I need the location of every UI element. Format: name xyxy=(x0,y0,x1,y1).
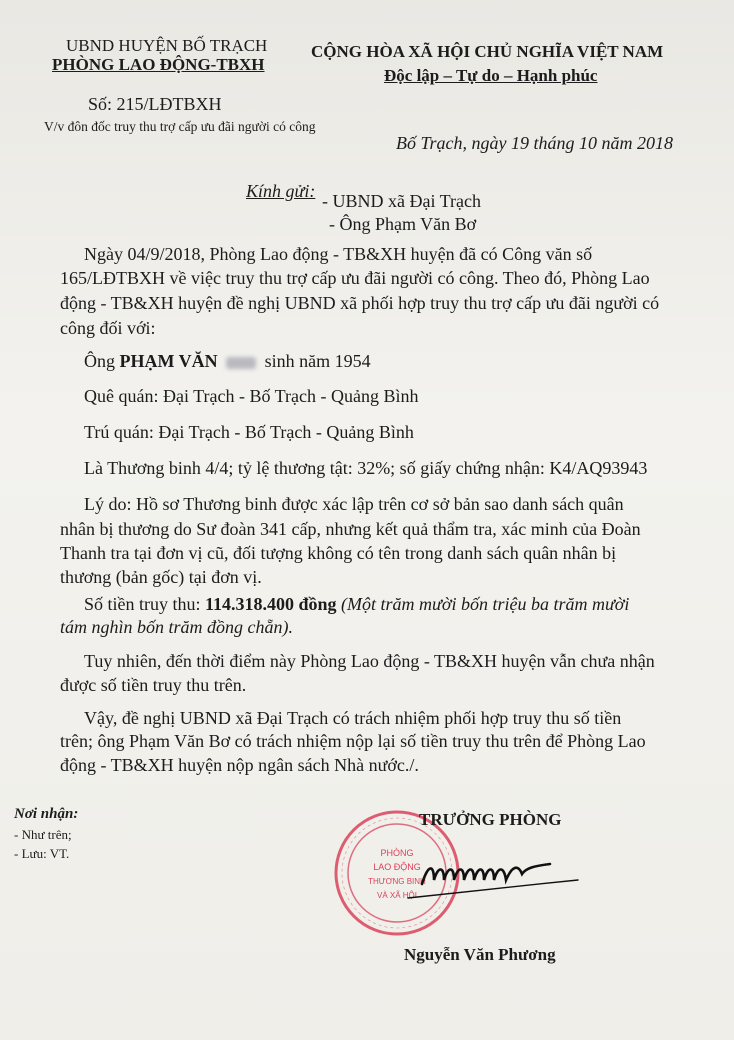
reason-line4: thương (bản gốc) tại đơn vị. xyxy=(60,567,262,587)
amount-label: Số tiền truy thu: xyxy=(84,594,201,614)
recipients-label: Kính gửi: xyxy=(246,181,316,201)
body-p3-line1: Tuy nhiên, đến thời điểm này Phòng Lao động - TB&XH huyện vẫn chưa nhận xyxy=(84,651,655,671)
amount-words-1: (Một trăm mười bốn triệu ba trăm mười xyxy=(341,594,630,614)
residence-line: Trú quán: Đại Trạch - Bố Trạch - Quảng Bình xyxy=(84,422,414,442)
reason-line2: nhân bị thương do Sư đoàn 341 cấp, nhưng kết quả thẩm tra, xác minh của Đoàn xyxy=(60,519,641,539)
receivers-label: Nơi nhận: xyxy=(14,806,79,822)
document-subject: V/v đôn đốc truy thu trợ cấp ưu đãi người có công xyxy=(44,119,316,134)
motto: Độc lập – Tự do – Hạnh phúc xyxy=(384,66,598,85)
stamp-line-1: PHÒNG xyxy=(380,848,414,858)
status-line: Là Thương binh 4/4; tỷ lệ thương tật: 32%; số giấy chứng nhận: K4/AQ93943 xyxy=(84,458,648,478)
reason-line1: Lý do: Hồ sơ Thương binh được xác lập trên cơ sở bản sao danh sách quân xyxy=(84,494,624,514)
body-p4-line3: động - TB&XH huyện nộp ngân sách Nhà nước./. xyxy=(60,755,419,775)
place-date: Bố Trạch, ngày 19 tháng 10 năm 2018 xyxy=(396,133,673,153)
body-p1-line4: công đối với: xyxy=(60,318,156,338)
stamp-line-4: VÀ XÃ HỘI xyxy=(376,891,418,900)
signer-title: TRƯỞNG PHÒNG xyxy=(419,810,562,829)
body-p1-line3: động - TB&XH huyện đề nghị UBND xã phối hợp truy thu trợ cấp ưu đãi người có xyxy=(60,293,660,313)
receiver-2: - Lưu: VT. xyxy=(14,846,70,861)
stamp-line-3: THƯƠNG BINH xyxy=(368,877,426,886)
stamp-line-2: LAO ĐỘNG xyxy=(373,862,421,872)
person-prefix: Ông xyxy=(84,351,115,371)
handwritten-signature xyxy=(400,846,580,904)
country-name: CỘNG HÒA XÃ HỘI CHỦ NGHĨA VIỆT NAM xyxy=(311,42,664,61)
redacted-name-mark xyxy=(226,357,256,369)
body-p3-line2: được số tiền truy thu trên. xyxy=(60,675,247,695)
amount-words-2: tám nghìn bốn trăm đồng chẵn). xyxy=(60,617,293,637)
signer-name: Nguyễn Văn Phương xyxy=(404,945,556,964)
document-number: Số: 215/LĐTBXH xyxy=(88,94,222,114)
body-p1-line1: Ngày 04/9/2018, Phòng Lao động - TB&XH huyện đã có Công văn số xyxy=(84,244,593,264)
agency-line-2: PHÒNG LAO ĐỘNG-TBXH xyxy=(52,55,265,74)
reason-line3: Thanh tra tại đơn vị cũ, đối tượng không có tên trong danh sách quân nhân bị xyxy=(60,543,617,563)
recipient-1: - UBND xã Đại Trạch xyxy=(322,191,481,211)
receiver-1: - Như trên; xyxy=(14,827,72,842)
person-birth: sinh năm 1954 xyxy=(264,351,371,371)
recipient-2: - Ông Phạm Văn Bơ xyxy=(329,214,477,234)
person-name: PHẠM VĂN xyxy=(119,351,218,371)
body-p4-line2: trên; ông Phạm Văn Bơ có trách nhiệm nộp lại số tiền truy thu trên để Phòng Lao xyxy=(60,731,646,751)
body-p1-line2: 165/LĐTBXH về việc truy thu trợ cấp ưu đãi người có công. Theo đó, Phòng Lao xyxy=(60,268,650,288)
hometown-line: Quê quán: Đại Trạch - Bố Trạch - Quảng Bình xyxy=(84,386,419,406)
amount-value: 114.318.400 đồng xyxy=(205,594,337,614)
amount-line xyxy=(84,594,629,615)
body-p4-line1: Vậy, đề nghị UBND xã Đại Trạch có trách nhiệm phối hợp truy thu số tiền xyxy=(84,708,622,728)
agency-line-1: UBND HUYỆN BỐ TRẠCH xyxy=(66,36,268,55)
person-line xyxy=(84,351,371,372)
